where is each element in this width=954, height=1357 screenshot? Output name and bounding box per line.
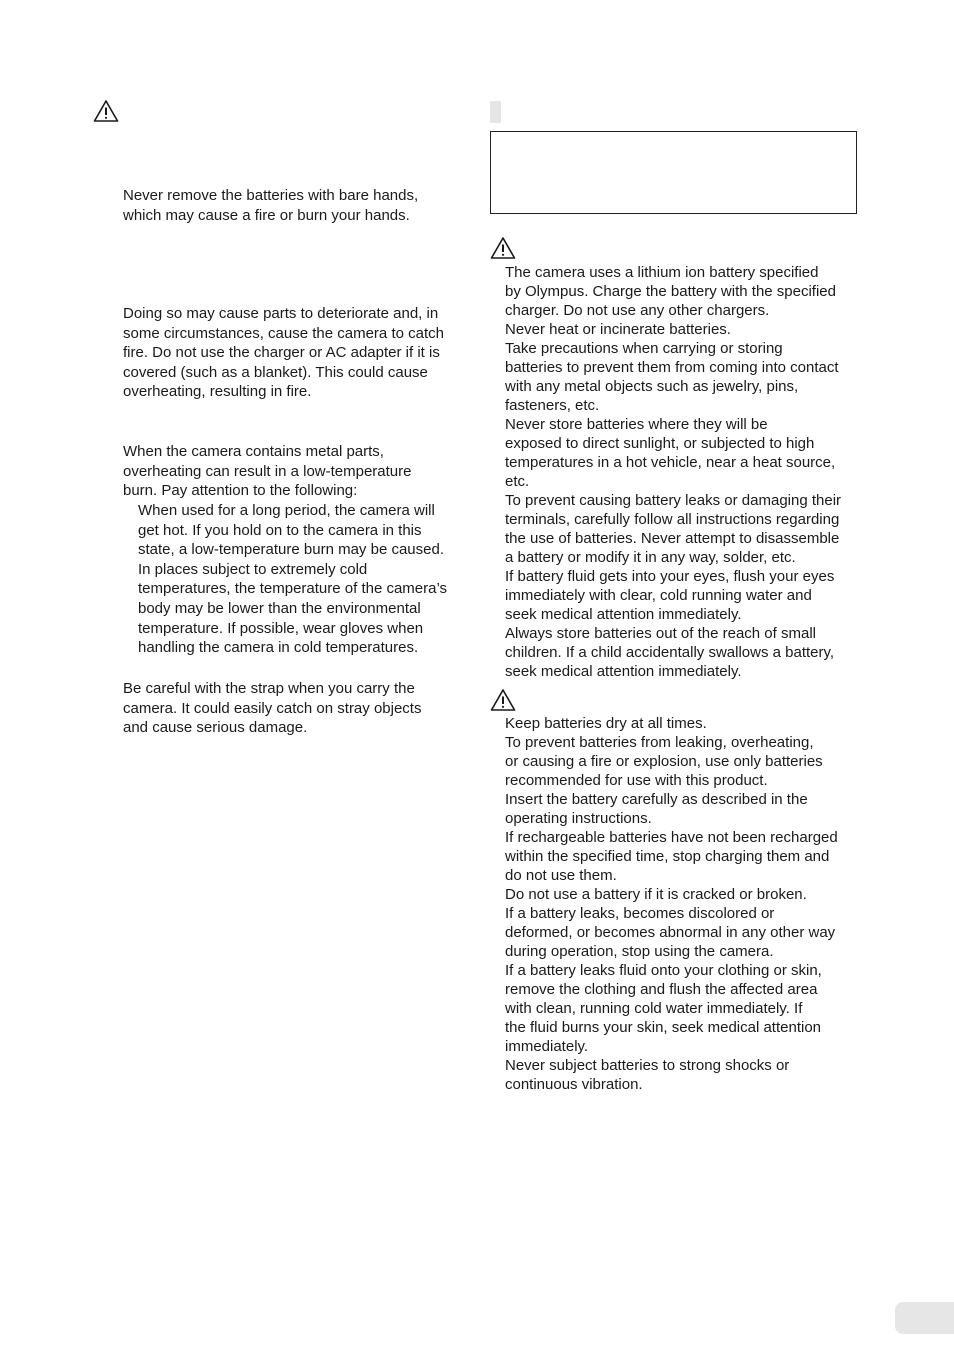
section-tab	[490, 101, 501, 123]
warning-battery-list: Keep batteries dry at all times. To prevent batteries from leaking, overheating, or causing a fire or explosion, use only batteries recommended for use with this product. Insert the battery carefully as described in the operating instructions. If rechargeable batteries have not been recharged within the specified time, stop charging them and do not use them. Do not use a battery if it is cracked or broken. If a battery leaks, becomes discolored or deformed, or becomes abnormal in any other way during operation, stop using the camera. If a battery leaks fluid onto your clothing or skin, remove the clothing and flush the affected area with clean, running cold water immediately. If the fluid burns your skin, seek medical attention immediately. Never subject batteries to strong shocks or continuous vibration.	[505, 715, 838, 1093]
strap-text: Be careful with the strap when you carry the camera. It could easily catch on stray objects and cause serious damage.	[123, 680, 422, 737]
charger-cover-text: Doing so may cause parts to deteriorate and, in some circumstances, cause the camera to catch fire. Do not use the charger or AC adapter if it is covered (such as a blanket). This could cause overheating, resulting in fire.	[123, 305, 444, 401]
low-temperature-intro: When the camera contains metal parts, overheating can result in a low-temperature burn. Pay attention to the following:	[123, 443, 412, 500]
warning-triangle-icon	[93, 99, 119, 123]
warning-triangle-icon	[490, 236, 516, 260]
battery-removal-text: Never remove the batteries with bare hands, which may cause a fire or burn your hands.	[123, 187, 419, 224]
danger-battery-list: The camera uses a lithium ion battery specified by Olympus. Charge the battery with the specified charger. Do not use any other chargers. Never heat or incinerate batteries. Take precautions when carrying or storing batteries to prevent them from coming into contact with any metal objects such as jewelry, pins, fasteners, etc. Never store batteries where they will be exposed to direct sunlight, or subjected to high temperatures in a hot vehicle, near a heat source, etc. To prevent causing battery leaks or damaging their terminals, carefully follow all instructions regarding the use of batteries. Never attempt to disassemble a battery or modify it in any way, solder, etc. If battery fluid gets into your eyes, flush your eyes immediately with clear, cold running water and seek medical attention immediately. Always store batteries out of the reach of small children. If a child accidentally swallows a battery, seek medical attention immediately.	[505, 264, 842, 680]
page-number-tab	[895, 1302, 954, 1334]
warning-triangle-icon	[490, 688, 516, 712]
low-temperature-list: When used for a long period, the camera will get hot. If you hold on to the camera in this state, a low-temperature burn may be caused. In places subject to extremely cold temperatures, the temperature of the camera’s body may be lower than the environmental temperature. If possible, wear gloves when handling the camera in cold temperatures.	[138, 502, 448, 657]
notice-box	[490, 131, 857, 214]
